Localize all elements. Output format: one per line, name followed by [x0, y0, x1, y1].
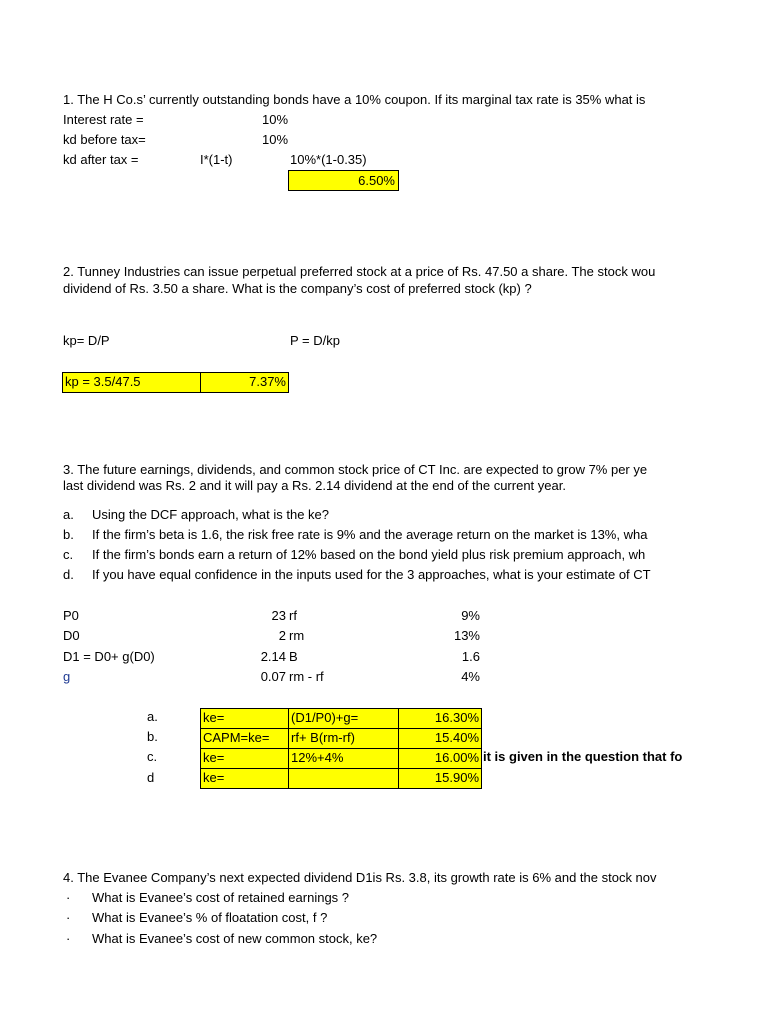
q1-result-cell — [288, 170, 399, 191]
q3-answer-b-formula-cell — [288, 728, 399, 749]
q3-answer-d-value-cell — [398, 768, 482, 789]
q3-answer-a-label-cell — [200, 708, 289, 729]
q3-answer-d-formula-cell — [288, 768, 399, 789]
q4-item-2: What is Evanee’s % of floatation cost, f ? — [92, 910, 328, 925]
q3-input-value-p0: 23 — [271, 608, 286, 623]
q3-answer-a-value-cell — [398, 708, 482, 729]
q4-bullet-2: · — [66, 910, 71, 925]
q3-question-line1: 3. The future earnings, dividends, and common stock price of CT Inc. are expected to grow 7% per ye — [63, 462, 648, 477]
q3-answer-a-label: ke= — [203, 710, 225, 725]
q1-value-interest-rate: 10% — [262, 112, 289, 127]
q3-item-a-text: Using the DCF approach, what is the ke? — [92, 507, 330, 522]
q3-input-label-g: g — [63, 669, 71, 684]
q3-answer-d-value: 15.90% — [434, 770, 479, 785]
q3-answer-c-label-cell — [200, 748, 289, 769]
q4-bullet-3: · — [66, 931, 71, 946]
q3-answer-d-label-cell — [200, 768, 289, 789]
q4-item-1: What is Evanee’s cost of retained earnings ? — [92, 890, 350, 905]
q3-answer-b-letter: b. — [147, 729, 158, 744]
q3-answer-c-formula: 12%+4% — [291, 750, 344, 765]
q3-input-label-beta: B — [289, 649, 298, 664]
q3-item-b-text: If the firm’s beta is 1.6, the risk free rate is 9% and the average return on the market is 13%, wha — [92, 527, 648, 542]
q3-item-d-letter: d. — [63, 567, 74, 582]
q2-question-line1: 2. Tunney Industries can issue perpetual preferred stock at a price of Rs. 47.50 a share. The stock wou — [63, 264, 656, 279]
q3-item-c-text: If the firm’s bonds earn a return of 12% based on the bond yield plus risk premium approach, wh — [92, 547, 646, 562]
q3-answer-a-formula: (D1/P0)+g= — [291, 710, 359, 725]
q3-answer-a-letter: a. — [147, 709, 158, 724]
q3-input-label-rf: rf — [289, 608, 297, 623]
q3-input-value-market-premium: 4% — [461, 669, 480, 684]
q3-item-d-text: If you have equal confidence in the inputs used for the 3 approaches, what is your estimate of CT — [92, 567, 651, 582]
q3-answer-c-note: it is given in the question that fo — [483, 749, 683, 764]
q3-answer-a-formula-cell — [288, 708, 399, 729]
q1-label-kd-before-tax: kd before tax= — [63, 132, 146, 147]
q3-answer-b-value: 15.40% — [434, 730, 479, 745]
q3-input-value-d0: 2 — [278, 628, 286, 643]
q4-question: 4. The Evanee Company’s next expected dividend D1is Rs. 3.8, its growth rate is 6% and the stock nov — [63, 870, 657, 885]
q2-kp-value: 7.37% — [249, 374, 286, 389]
q3-item-a-letter: a. — [63, 507, 74, 522]
q3-input-label-p0: P0 — [63, 608, 79, 623]
q1-label-kd-after-tax: kd after tax = — [63, 152, 139, 167]
q3-item-b-letter: b. — [63, 527, 74, 542]
q3-item-c-letter: c. — [63, 547, 74, 562]
q3-input-label-d0: D0 — [63, 628, 80, 643]
q2-kp-label-cell — [62, 372, 201, 393]
q3-input-label-market-premium: rm - rf — [289, 669, 324, 684]
q1-result-value: 6.50% — [358, 173, 395, 188]
q4-bullet-1: · — [66, 890, 71, 905]
q2-formula-kp: kp= D/P — [63, 333, 110, 348]
q2-kp-value-cell — [200, 372, 289, 393]
q1-question: 1. The H Co.s’ currently outstanding bonds have a 10% coupon. If its marginal tax rate is 35% what is — [63, 92, 646, 107]
q3-input-label-rm: rm — [289, 628, 305, 643]
q3-answer-b-value-cell — [398, 728, 482, 749]
q2-kp-label: kp = 3.5/47.5 — [65, 374, 141, 389]
q3-question-line2: last dividend was Rs. 2 and it will pay a Rs. 2.14 dividend at the end of the current year. — [63, 478, 566, 493]
q3-answer-c-letter: c. — [147, 749, 158, 764]
q1-value-kd-before-tax: 10% — [262, 132, 289, 147]
q1-value-kd-after-tax: 10%*(1-0.35) — [290, 152, 367, 167]
q3-answer-c-value-cell — [398, 748, 482, 769]
q3-answer-d-label: ke= — [203, 770, 225, 785]
q3-answer-b-label-cell — [200, 728, 289, 749]
q3-input-value-rf: 9% — [461, 608, 480, 623]
q3-answer-c-label: ke= — [203, 750, 225, 765]
q2-question-line2: dividend of Rs. 3.50 a share. What is the company’s cost of preferred stock (kp) ? — [63, 281, 532, 296]
q3-answer-c-formula-cell — [288, 748, 399, 769]
q3-answer-d-letter: d — [147, 770, 155, 785]
q3-input-value-d1: 2.14 — [260, 649, 286, 664]
q3-answer-a-value: 16.30% — [434, 710, 479, 725]
q1-formula-kd-after-tax: I*(1-t) — [200, 152, 233, 167]
q3-input-value-g: 0.07 — [260, 669, 286, 684]
q3-input-label-d1: D1 = D0+ g(D0) — [63, 649, 155, 664]
q2-formula-p: P = D/kp — [290, 333, 340, 348]
q3-input-value-beta: 1.6 — [461, 649, 480, 664]
q4-item-3: What is Evanee’s cost of new common stock, ke? — [92, 931, 378, 946]
q3-answer-b-formula: rf+ B(rm-rf) — [291, 730, 355, 745]
q3-answer-b-label: CAPM=ke= — [203, 730, 270, 745]
q3-answer-c-value: 16.00% — [434, 750, 479, 765]
q1-label-interest-rate: Interest rate = — [63, 112, 144, 127]
q3-input-value-rm: 13% — [453, 628, 480, 643]
